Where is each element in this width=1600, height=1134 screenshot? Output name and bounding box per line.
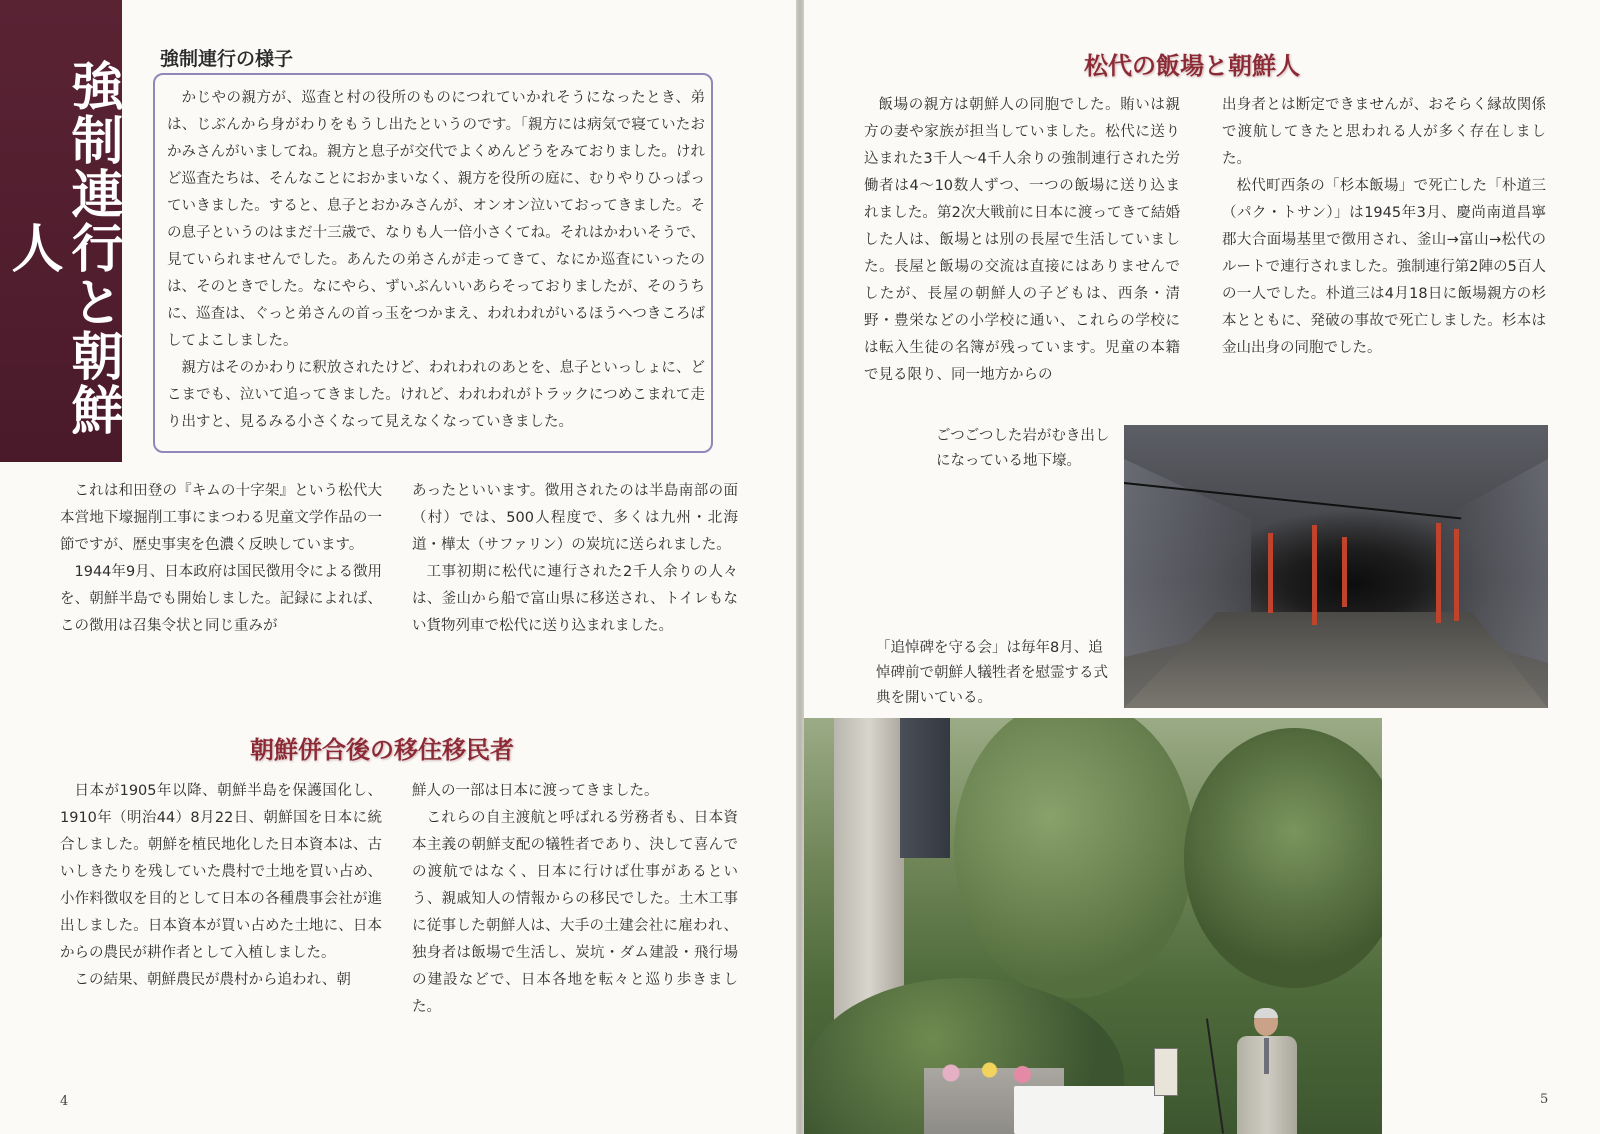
body-paragraph: あったといいます。徴用されたのは半島南部の面（村）では、500人程度で、多くは九州・北海道・樺太（サファリン）の炭坑に送られました。 bbox=[412, 483, 738, 553]
support-post bbox=[1268, 533, 1273, 613]
support-post bbox=[1342, 537, 1347, 607]
body-paragraph: 出身者とは断定できませんが、おそらく縁故関係で渡航してきたと思われる人が多く存在しました。 bbox=[1222, 97, 1546, 167]
support-post bbox=[1312, 525, 1317, 625]
page-number-left: 4 bbox=[60, 1094, 69, 1109]
flower-offerings bbox=[929, 1058, 1039, 1088]
page-number-right: 5 bbox=[1540, 1092, 1549, 1107]
body-paragraph: 松代町西条の「杉本飯場」で死亡した「朴道三（パク・トサン）」は1945年3月、慶尚南道昌寧郡大合面場基里で徴用され、釜山→富山→松代のルートで連行されました。強制連行第2陣の5百人の一人でした。朴道三は4月18日に飯場親方の杉本とともに、発破の事故で死亡しました。杉本は金山出身の同胞でした。 bbox=[1222, 178, 1546, 356]
speaker-hair bbox=[1254, 1008, 1278, 1018]
tree bbox=[1184, 728, 1382, 988]
section2-column-1 bbox=[60, 778, 382, 994]
quote-paragraph: かじやの親方が、巡査と村の役所のものにつれていかれそうになったとき、弟は、じぶんから身がわりをもうし出たというのです。「親方には病気で寝ていたおかみさんがいましてね。親方と息子が交代でよくめんどうをみておりました。けれど巡査たちは、そんなことにおかまいなく、親方を役所の庭に、むりやりひっぱっていきました。すると、息子とおかみさんが、オンオン泣いておってきました。その息子というのはまだ十三歳で、なりも人一倍小さくてね。それはかわいそうで、見ていられませんでした。あんたの弟さんが走ってきて、なにか巡査にいったのは、そのときでした。なにやら、ずいぶんいいあらそっておりましたが、そのうちに、巡査は、ぐっと弟さんの首っ玉をつかまえ、われわれがいるほうへつきころばしてよこしました。 bbox=[167, 90, 705, 349]
memorial-photo bbox=[804, 718, 1382, 1134]
microphone-stand bbox=[1206, 1018, 1224, 1133]
support-post bbox=[1454, 529, 1459, 621]
section-title-hanba: 松代の飯場と朝鮮人 bbox=[1084, 51, 1300, 80]
body-paragraph: この結果、朝鮮農民が農村から追われ、朝 bbox=[74, 972, 351, 988]
caption-memorial: 「追悼碑を守る会」は毎年8月、追悼碑前で朝鮮人犠牲者を慰霊する式典を開いている。 bbox=[876, 640, 1108, 706]
body-column-2 bbox=[412, 478, 738, 640]
body-column-1 bbox=[60, 478, 382, 640]
body-paragraph: 鮮人の一部は日本に渡ってきました。 bbox=[412, 783, 659, 799]
section2-column-2 bbox=[412, 778, 738, 1021]
body-paragraph: 日本が1905年以降、朝鮮半島を保護国化し、1910年（明治44）8月22日、朝鮮国を日本に統合しました。朝鮮を植民地化した日本資本は、古いしきたりを残していた農村で土地を買い占め、小作料徴収を目的として日本の各種農事会社が進出しました。日本資本が買い占めた土地に、日本からの農民が耕作者として入植しました。 bbox=[60, 783, 382, 961]
book-gutter bbox=[796, 0, 804, 1134]
quote-box bbox=[153, 73, 713, 453]
support-post bbox=[1436, 523, 1441, 623]
signboard bbox=[1154, 1048, 1178, 1096]
body-paragraph: これらの自主渡航と呼ばれる労務者も、日本資本主義の朝鮮支配の犠牲者であり、決して喜んでの渡航ではなく、日本に行けば仕事があるという、親戚知人の情報からの移民でした。土木工事に従事した朝鮮人は、大手の土建会社に雇われ、独身者は飯場で生活し、炭坑・ダム建設・飛行場の建設などで、日本各地を転々と巡り歩きました。 bbox=[412, 810, 738, 1015]
body-paragraph: 1944年9月、日本政府は国民徴用令による徴用を、朝鮮半島でも開始しました。記録によれば、この徴用は召集令状と同じ重みが bbox=[60, 564, 382, 634]
right-column-2 bbox=[1222, 92, 1546, 362]
chapter-banner bbox=[0, 0, 122, 462]
tunnel-photo bbox=[1124, 425, 1548, 708]
body-paragraph: これは和田登の『キムの十字架』という松代大本営地下壕掘削工事にまつわる児童文学作品の一節ですが、歴史事実を色濃く反映しています。 bbox=[60, 483, 382, 553]
memorial-stone-inscription-icon bbox=[906, 728, 944, 848]
quote-paragraph: 親方はそのかわりに釈放されたけど、われわれのあとを、息子といっしょに、どこまでも、泣いて追ってきました。けれど、われわれがトラックにつめこまれて走り出すと、見るみる小さくなって見えなくなっていきました。 bbox=[167, 360, 705, 430]
speaker-tie bbox=[1264, 1038, 1269, 1074]
body-paragraph: 飯場の親方は朝鮮人の同胞でした。賄いは親方の妻や家族が担当していました。松代に送り込まれた3千人～4千人余りの強制連行された労働者は4～10数人ずつ、一つの飯場に送り込まれました。第2次大戦前に日本に渡ってきて結婚した人は、飯場とは別の長屋で生活していました。長屋と飯場の交流は直接にはありませんでしたが、長屋の朝鮮人の子どもは、西条・清野・豊栄などの小学校に通い、これらの学校には転入生徒の名簿が残っています。児童の本籍で見る限り、同一地方からの bbox=[864, 97, 1180, 383]
caption-tunnel: ごつごつした岩がむき出しになっている地下壕。 bbox=[936, 428, 1110, 469]
speaker-person bbox=[1232, 1008, 1302, 1134]
section-title-migration: 朝鮮併合後の移住移民者 bbox=[250, 735, 514, 764]
chapter-title: 強制連行と朝鮮人 bbox=[2, 59, 123, 437]
quote-box-heading: 強制連行の様子 bbox=[160, 48, 294, 70]
right-column-1 bbox=[864, 92, 1180, 389]
right-page bbox=[804, 0, 1600, 1134]
memorial-stone bbox=[900, 718, 950, 858]
white-table bbox=[1014, 1086, 1164, 1134]
tree bbox=[954, 718, 1194, 998]
body-paragraph: 工事初期に松代に連行された2千人余りの人々は、釜山から船で富山県に移送され、トイレもない貨物列車で松代に送り込まれました。 bbox=[412, 564, 738, 634]
left-page bbox=[0, 0, 796, 1134]
